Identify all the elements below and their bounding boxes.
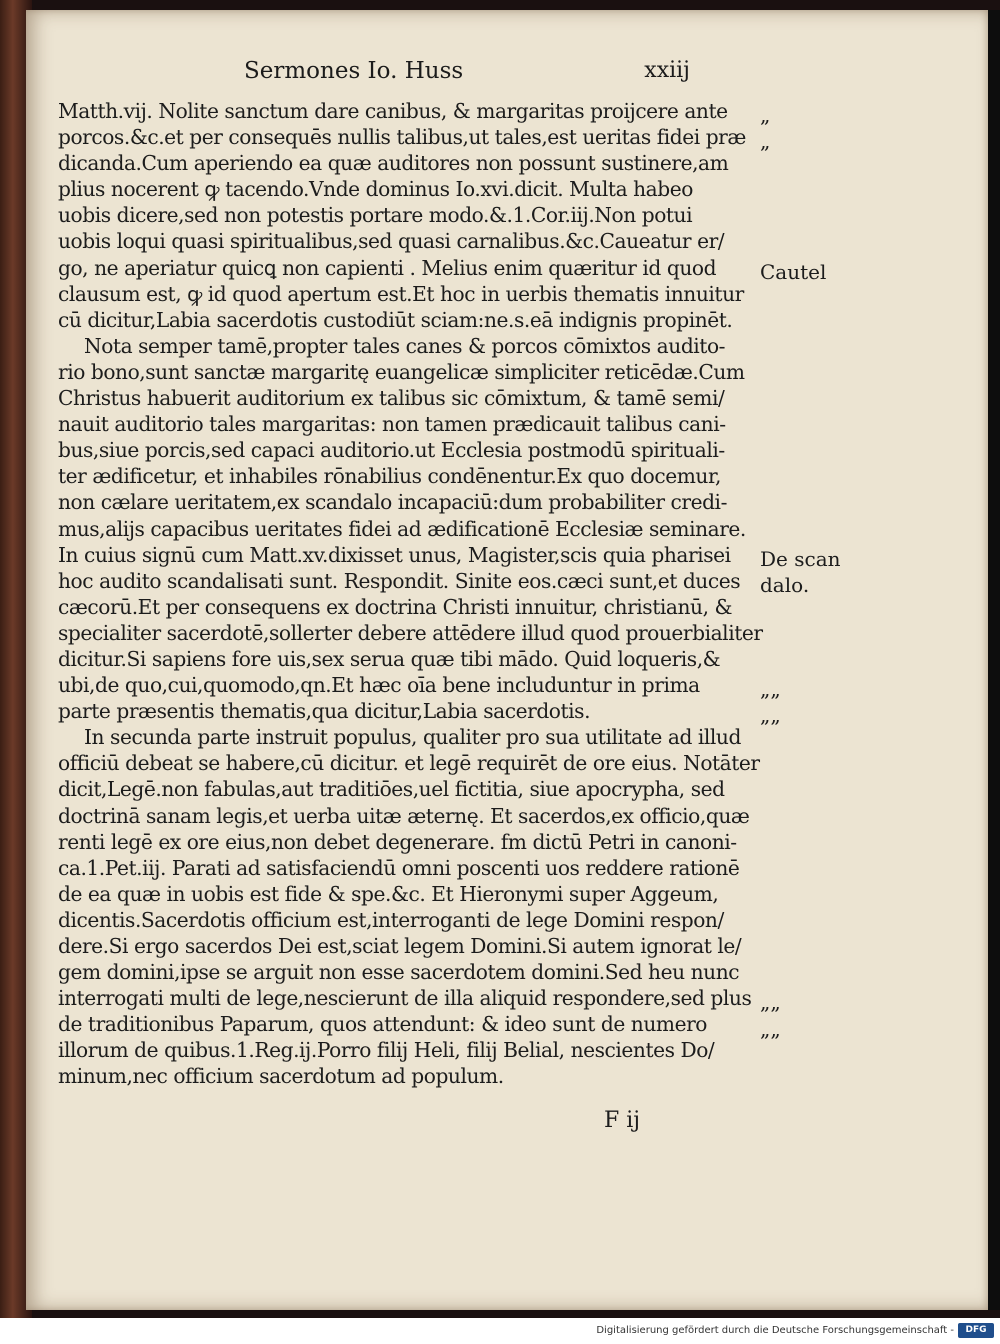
text-line: rio bono,sunt sanctæ margaritę euangelicæ simpliciter reticēdæ.Cum (58, 359, 745, 384)
text-line: cæcorū.Et per consequens ex doctrina Christi innuitur, christianū, & (58, 594, 733, 619)
text-line: dicentis.Sacerdotis officium est,interroganti de lege Domini respon/ (58, 907, 724, 932)
text-line: dere.Si ergo sacerdos Dei est,sciat legem Domini.Si autem ignorat le/ (58, 934, 742, 958)
text-line: non cælare ueritatem,ex scandalo incapaciū:dum probabiliter credi- (58, 490, 727, 515)
running-title: Sermones Io. Huss (244, 58, 464, 84)
text-line: uobis dicere,sed non potestis portare modo.&.1.Cor.iij.Non potui (58, 203, 693, 228)
text-line: de ea quæ in uobis est fide & spe.&c. Et Hieronymi super Aggeum, (58, 881, 719, 906)
text-line: bus,siue porcis,sed capaci auditorio.ut Ecclesia postmodū spirituali- (58, 438, 725, 463)
text-line: plius nocerent ꝙ tacendo.Vnde dominus Io.xvi.dicit. Multa habeo (58, 177, 693, 202)
digitization-footer (0, 1318, 1000, 1344)
margin-note: „ (760, 129, 771, 154)
text-line: officiū debeat se habere,cū dicitur. et legē requirēt de ore eius. Notāter (58, 751, 760, 776)
text-line: gem domini,ipse se arguit non esse sacerdotem domini.Sed heu nunc (58, 960, 740, 985)
text-line: interrogati multi de lege,nescierunt de illa aliquid respondere,sed plus (58, 986, 752, 1011)
text-line: Christus habuerit auditorium ex talibus sic cōmixtum, & tamē semi/ (58, 386, 725, 411)
scan-border (988, 10, 1000, 1310)
margin-note: „„ (760, 677, 781, 702)
signature-mark: F ij (604, 1108, 641, 1133)
margin-note: Cautel (760, 259, 827, 284)
margin-note: De scan (760, 546, 841, 571)
text-line: ca.1.Pet.iij. Parati ad satisfaciendū omni poscenti uos reddere rationē (58, 855, 740, 880)
text-line: In cuius signū cum Matt.xv.dixisset unus, Magister,scis quia pharisei (58, 542, 731, 567)
text-line: dicitur.Si sapiens fore uis,sex serua quæ tibi mādo. Quid loqueris,& (58, 646, 721, 671)
margin-note: „„ (760, 990, 781, 1015)
text-line: mus,alijs capacibus ueritates fidei ad ædificationē Ecclesiæ seminare. (58, 516, 746, 541)
margin-note: „„ (760, 1016, 781, 1041)
margin-note: „ (760, 103, 771, 127)
text-line: hoc audito scandalisati sunt. Respondit. Sinite eos.cæci sunt,et duces (58, 568, 741, 593)
margin-note: dalo. (760, 572, 810, 597)
text-line: dicanda.Cum aperiendo ea quæ auditores non possunt sustinere,am (58, 151, 729, 176)
text-line: porcos.&c.et per consequēs nullis talibus,ut tales,est ueritas fidei præ (58, 125, 746, 150)
text-line: go, ne aperiatur quicꝗ non capienti . Melius enim quæritur id quod (58, 255, 717, 280)
text-line: clausum est, ꝙ id quod apertum est.Et hoc in uerbis thematis innuitur (58, 281, 744, 306)
text-line: specialiter sacerdotē,sollerter debere attēdere illud quod prouerbialiter (58, 620, 763, 645)
text-line: ter ædificetur, et inhabiles rōnabilius condēnentur.Ex quo docemur, (58, 464, 721, 489)
text-line: renti legē ex ore eius,non debet degenerare. fm dictū Petri in canoni- (58, 829, 737, 854)
text-line: illorum de quibus.1.Reg.ij.Porro filij Heli, filij Belial, nescientes Do/ (58, 1038, 715, 1063)
dfg-logo-icon: DFG (958, 1323, 994, 1338)
text-line: uobis loqui quasi spiritualibus,sed quasi carnalibus.&c.Caueatur er/ (58, 229, 725, 254)
main-text-block (58, 98, 766, 1090)
text-line: parte præsentis thematis,qua dicitur,Labia sacerdotis. (58, 699, 591, 724)
text-line: minum,nec officium sacerdotum ad populum. (58, 1064, 504, 1089)
text-line: nauit auditorio tales margaritas: non tamen prædicauit talibus cani- (58, 412, 726, 437)
text-line: de traditionibus Paparum, quos attendunt: & ideo sunt de numero (58, 1012, 707, 1037)
text-line: Nota semper tamē,propter tales canes & porcos cōmixtos audito- (84, 333, 726, 358)
text-line: In secunda parte instruit populus, qualiter pro sua utilitate ad illud (84, 725, 741, 750)
text-line: dicit,Legē.non fabulas,aut traditiōes,uel fictitia, siue apocrypha, sed (58, 777, 725, 802)
footer-credit: Digitalisierung gefördert durch die Deutsche Forschungsgemeinschaft - (596, 1325, 954, 1336)
text-line: ubi,de quo,cui,quomodo,qn.Et hæc oīa bene includuntur in prima (58, 673, 700, 698)
folio-number: xxiij (644, 58, 690, 83)
text-line: Matth.vij. Nolite sanctum dare canibus, & margaritas proijcere ante (58, 99, 728, 123)
text-line: doctrinā sanam legis,et uerba uitæ æternę. Et sacerdos,ex officio,quæ (58, 803, 750, 828)
margin-note: „„ (760, 703, 781, 728)
text-line: cū dicitur,Labia sacerdotis custodiūt sciam:ne.s.eā indignis propinēt. (58, 307, 733, 332)
page-header (220, 58, 690, 94)
